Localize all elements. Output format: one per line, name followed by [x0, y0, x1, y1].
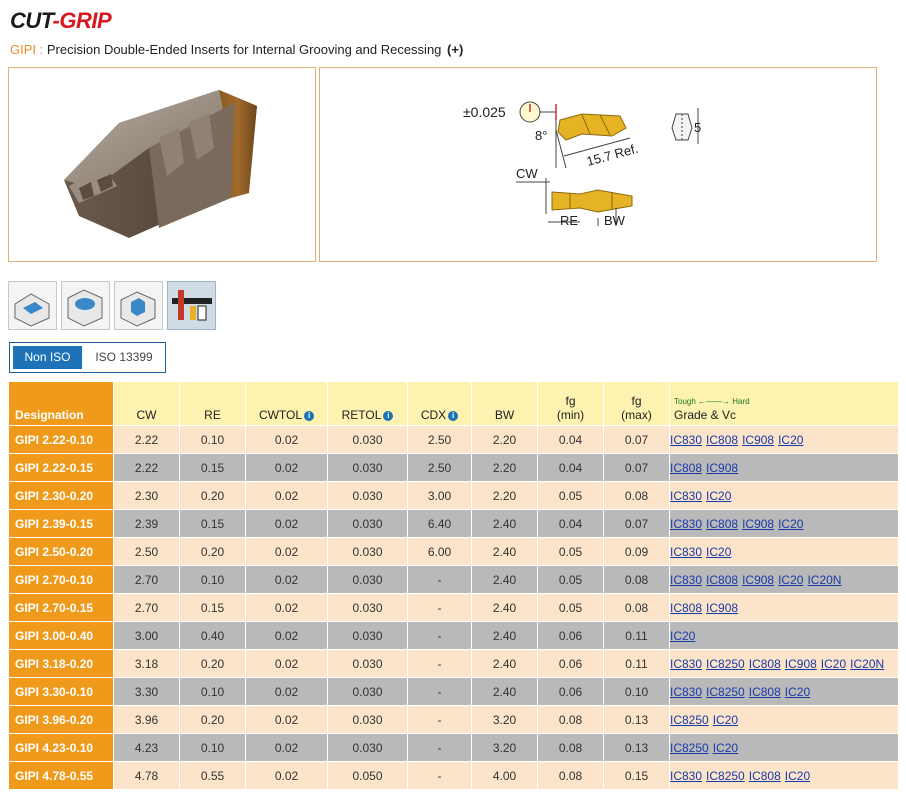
- retol-cell: 0.050: [328, 762, 408, 790]
- grade-link[interactable]: IC20: [778, 432, 804, 447]
- grade-link[interactable]: IC20: [712, 740, 739, 755]
- grade-link[interactable]: IC20: [778, 572, 804, 587]
- fg-min-cell: 0.08: [538, 762, 604, 790]
- bw-cell: 2.40: [472, 650, 538, 678]
- table-row: [9, 762, 899, 790]
- fg-max-cell: 0.09: [604, 538, 670, 566]
- table-row: [9, 706, 899, 734]
- retol-cell: 0.030: [328, 426, 408, 454]
- cdx-cell: 6.00: [408, 538, 472, 566]
- cw-cell: 4.23: [114, 734, 180, 762]
- re-cell: 0.10: [180, 566, 246, 594]
- fg-min-cell: 0.05: [538, 594, 604, 622]
- fg-max-cell: 0.07: [604, 454, 670, 482]
- grades-cell: [670, 594, 899, 622]
- info-icon[interactable]: i: [383, 411, 393, 421]
- grade-link[interactable]: IC908: [742, 572, 775, 587]
- cw-cell: 3.18: [114, 650, 180, 678]
- grade-link[interactable]: IC20N: [850, 656, 885, 671]
- designation-cell[interactable]: GIPI 2.70-0.15: [9, 594, 114, 622]
- table-row: [9, 650, 899, 678]
- grade-link[interactable]: IC8250: [706, 656, 745, 671]
- insert-side-view: [552, 190, 632, 212]
- designation-cell[interactable]: GIPI 2.22-0.10: [9, 426, 114, 454]
- grade-link[interactable]: IC20: [670, 628, 696, 643]
- grade-link[interactable]: IC20: [706, 544, 732, 559]
- cdx-cell: -: [408, 762, 472, 790]
- cw-cell: 2.70: [114, 566, 180, 594]
- product-photo-panel: [8, 67, 316, 262]
- inserts-table: [8, 381, 899, 790]
- fg-min-cell: 0.04: [538, 454, 604, 482]
- logo-cut: CUT: [10, 8, 53, 33]
- iso-13399-button[interactable]: ISO 13399: [95, 350, 153, 364]
- fg-min-cell: 0.05: [538, 538, 604, 566]
- fg-max-cell: 0.11: [604, 650, 670, 678]
- insert-photo: [9, 68, 315, 261]
- grade-link[interactable]: IC20: [784, 768, 811, 783]
- col-cdx[interactable]: [408, 382, 472, 426]
- table-row: [9, 426, 899, 454]
- col-fg-min[interactable]: fg (min): [538, 382, 604, 426]
- cdx-cell: 3.00: [408, 482, 472, 510]
- tolerance-label: ±0.025: [463, 104, 506, 120]
- retol-cell: 0.030: [328, 538, 408, 566]
- insert-top-view: [558, 114, 626, 140]
- cwtol-cell: 0.02: [246, 678, 328, 706]
- retol-cell: 0.030: [328, 482, 408, 510]
- grade-link[interactable]: IC830: [670, 544, 703, 559]
- table-header-row: [9, 382, 899, 426]
- grade-link[interactable]: IC830: [670, 516, 703, 531]
- grade-link[interactable]: IC20: [784, 684, 811, 699]
- cw-cell: 2.22: [114, 426, 180, 454]
- cw-cell: 3.30: [114, 678, 180, 706]
- fg-max-cell: 0.11: [604, 622, 670, 650]
- fg-max-cell: 0.08: [604, 594, 670, 622]
- retol-cell: 0.030: [328, 566, 408, 594]
- re-cell: 0.40: [180, 622, 246, 650]
- fg-max-cell: 0.10: [604, 678, 670, 706]
- non-iso-button[interactable]: Non ISO: [13, 346, 82, 369]
- cdx-cell: 2.50: [408, 454, 472, 482]
- re-label: RE: [560, 213, 579, 228]
- retol-cell: 0.030: [328, 678, 408, 706]
- table-row: [9, 734, 899, 762]
- bw-cell: 2.40: [472, 538, 538, 566]
- fg-max-cell: 0.13: [604, 734, 670, 762]
- col-re[interactable]: RE: [180, 382, 246, 426]
- table-row: [9, 510, 899, 538]
- cdx-cell: 2.50: [408, 426, 472, 454]
- cdx-cell: -: [408, 594, 472, 622]
- grade-link[interactable]: IC20: [712, 712, 739, 727]
- bw-cell: 2.20: [472, 482, 538, 510]
- col-designation[interactable]: Designation: [9, 382, 114, 426]
- cutgrip-logo: [10, 8, 111, 34]
- cwtol-cell: 0.02: [246, 426, 328, 454]
- table-body: [9, 426, 899, 790]
- cwtol-cell: 0.02: [246, 454, 328, 482]
- designation-cell[interactable]: GIPI 3.18-0.20: [9, 650, 114, 678]
- cwtol-cell: 0.02: [246, 510, 328, 538]
- col-retol-label: RETOL: [341, 408, 382, 422]
- fg-min-cell: 0.06: [538, 622, 604, 650]
- grade-link[interactable]: IC20: [706, 488, 732, 503]
- re-cell: 0.10: [180, 426, 246, 454]
- re-cell: 0.20: [180, 538, 246, 566]
- designation-cell[interactable]: GIPI 2.39-0.15: [9, 510, 114, 538]
- table-row: [9, 482, 899, 510]
- cdx-cell: -: [408, 734, 472, 762]
- col-cw[interactable]: CW: [114, 382, 180, 426]
- fg-min-cell: 0.05: [538, 482, 604, 510]
- cdx-cell: 6.40: [408, 510, 472, 538]
- cwtol-cell: 0.02: [246, 706, 328, 734]
- family-description: Precision Double-Ended Inserts for Internal Grooving and Recessing: [46, 42, 442, 57]
- info-icon[interactable]: i: [304, 411, 314, 421]
- table-row: [9, 594, 899, 622]
- page-title: [10, 42, 463, 57]
- retol-cell: 0.030: [328, 510, 408, 538]
- logo-grip: GRIP: [59, 8, 112, 33]
- grades-cell: [670, 706, 899, 734]
- length-ref-label: 15.7 Ref.: [584, 140, 640, 169]
- grades-cell: [670, 650, 899, 678]
- fg-max-cell: 0.13: [604, 706, 670, 734]
- retol-cell: 0.030: [328, 622, 408, 650]
- cwtol-cell: 0.02: [246, 650, 328, 678]
- col-fg-max[interactable]: fg (max): [604, 382, 670, 426]
- family-code: GIPI: [10, 42, 37, 57]
- cwtol-cell: 0.02: [246, 594, 328, 622]
- fg-min-cell: 0.05: [538, 566, 604, 594]
- logo-dash: -: [52, 8, 60, 33]
- external-grooving-icon[interactable]: [8, 281, 57, 330]
- bw-cell: 3.20: [472, 734, 538, 762]
- tough-hard-scale: Tough ←——→ Hard: [674, 397, 750, 406]
- grade-link[interactable]: IC808: [748, 656, 781, 671]
- table-row: [9, 454, 899, 482]
- table-row: [9, 678, 899, 706]
- grade-link[interactable]: IC8250: [670, 740, 709, 755]
- grade-link[interactable]: IC830: [670, 768, 703, 783]
- bw-label: BW: [604, 213, 625, 228]
- designation-cell[interactable]: GIPI 2.22-0.15: [9, 454, 114, 482]
- retol-cell: 0.030: [328, 650, 408, 678]
- cw-cell: 3.00: [114, 622, 180, 650]
- grades-cell: [670, 538, 899, 566]
- grade-link[interactable]: IC808: [670, 600, 703, 615]
- cw-cell: 4.78: [114, 762, 180, 790]
- cwtol-cell: 0.02: [246, 762, 328, 790]
- grade-link[interactable]: IC908: [706, 600, 739, 615]
- fg-min-cell: 0.08: [538, 734, 604, 762]
- re-cell: 0.15: [180, 454, 246, 482]
- col-cwtol[interactable]: [246, 382, 328, 426]
- grade-link[interactable]: IC808: [706, 572, 739, 587]
- re-cell: 0.20: [180, 650, 246, 678]
- cw-cell: 2.70: [114, 594, 180, 622]
- grade-link[interactable]: IC830: [670, 656, 703, 671]
- col-cwtol-label: CWTOL: [258, 408, 303, 422]
- internal-grooving-icon[interactable]: [61, 281, 110, 330]
- designation-cell[interactable]: GIPI 4.23-0.10: [9, 734, 114, 762]
- fg-min-cell: 0.04: [538, 510, 604, 538]
- retol-cell: 0.030: [328, 454, 408, 482]
- grade-link[interactable]: IC808: [748, 684, 781, 699]
- grade-link[interactable]: IC8250: [670, 712, 709, 727]
- grades-cell: [670, 510, 899, 538]
- fg-max-cell: 0.08: [604, 566, 670, 594]
- cw-cell: 3.96: [114, 706, 180, 734]
- grade-link[interactable]: IC20: [778, 516, 804, 531]
- fg-max-cell: 0.07: [604, 510, 670, 538]
- table-row: [9, 538, 899, 566]
- bw-cell: 2.40: [472, 594, 538, 622]
- designation-cell[interactable]: GIPI 2.30-0.20: [9, 482, 114, 510]
- table-row: [9, 566, 899, 594]
- thickness-label: 5: [694, 120, 702, 135]
- grades-cell: [670, 734, 899, 762]
- cwtol-cell: 0.02: [246, 734, 328, 762]
- grades-cell: [670, 622, 899, 650]
- re-cell: 0.10: [180, 678, 246, 706]
- technical-drawing-panel: [319, 67, 877, 262]
- face-grooving-icon[interactable]: [114, 281, 163, 330]
- col-grade[interactable]: [670, 382, 899, 426]
- designation-cell[interactable]: GIPI 3.00-0.40: [9, 622, 114, 650]
- grade-link[interactable]: IC908: [706, 460, 739, 475]
- cw-cell: 2.39: [114, 510, 180, 538]
- bw-cell: 2.40: [472, 622, 538, 650]
- bw-cell: 2.40: [472, 678, 538, 706]
- designation-cell[interactable]: GIPI 4.78-0.55: [9, 762, 114, 790]
- standard-toggle: [9, 342, 166, 373]
- grade-link[interactable]: IC8250: [706, 684, 745, 699]
- cwtol-cell: 0.02: [246, 538, 328, 566]
- grade-link[interactable]: IC908: [742, 432, 775, 447]
- col-grade-label: Grade & Vc: [674, 408, 737, 422]
- re-cell: 0.55: [180, 762, 246, 790]
- fg-max-cell: 0.07: [604, 426, 670, 454]
- insert-dimension-drawing: [320, 68, 876, 261]
- grade-link[interactable]: IC830: [670, 684, 703, 699]
- grades-cell: [670, 482, 899, 510]
- table-row: [9, 622, 899, 650]
- re-cell: 0.20: [180, 482, 246, 510]
- fg-min-cell: 0.06: [538, 678, 604, 706]
- cwtol-cell: 0.02: [246, 622, 328, 650]
- cdx-cell: -: [408, 566, 472, 594]
- col-cdx-label: CDX: [420, 408, 447, 422]
- grade-link[interactable]: IC808: [706, 432, 739, 447]
- recessing-icon[interactable]: [167, 281, 216, 330]
- cdx-cell: -: [408, 678, 472, 706]
- re-cell: 0.10: [180, 734, 246, 762]
- bw-cell: 2.20: [472, 426, 538, 454]
- grades-cell: [670, 426, 899, 454]
- col-bw[interactable]: BW: [472, 382, 538, 426]
- retol-cell: 0.030: [328, 594, 408, 622]
- cw-label: CW: [516, 166, 538, 181]
- grade-link[interactable]: IC908: [784, 656, 817, 671]
- info-icon[interactable]: i: [448, 411, 458, 421]
- grade-link[interactable]: IC20: [820, 656, 847, 671]
- designation-cell[interactable]: GIPI 2.50-0.20: [9, 538, 114, 566]
- bw-cell: 2.40: [472, 510, 538, 538]
- grades-cell: [670, 678, 899, 706]
- cwtol-cell: 0.02: [246, 482, 328, 510]
- fg-min-cell: 0.04: [538, 426, 604, 454]
- grades-cell: [670, 762, 899, 790]
- fg-min-cell: 0.08: [538, 706, 604, 734]
- expand-toggle[interactable]: (+): [447, 42, 464, 57]
- title-separator: :: [36, 42, 47, 57]
- re-cell: 0.15: [180, 510, 246, 538]
- cwtol-cell: 0.02: [246, 566, 328, 594]
- cw-cell: 2.30: [114, 482, 180, 510]
- bw-cell: 2.40: [472, 566, 538, 594]
- grade-link[interactable]: IC808: [748, 768, 781, 783]
- grades-cell: [670, 566, 899, 594]
- fg-min-cell: 0.06: [538, 650, 604, 678]
- cw-cell: 2.50: [114, 538, 180, 566]
- bw-cell: 4.00: [472, 762, 538, 790]
- grade-link[interactable]: IC808: [706, 516, 739, 531]
- grade-link[interactable]: IC830: [670, 488, 703, 503]
- retol-cell: 0.030: [328, 734, 408, 762]
- grade-link[interactable]: IC20N: [807, 572, 842, 587]
- designation-cell[interactable]: GIPI 2.70-0.10: [9, 566, 114, 594]
- grades-cell: [670, 454, 899, 482]
- bw-cell: 2.20: [472, 454, 538, 482]
- fg-max-cell: 0.15: [604, 762, 670, 790]
- designation-cell[interactable]: GIPI 3.96-0.20: [9, 706, 114, 734]
- re-cell: 0.15: [180, 594, 246, 622]
- re-cell: 0.20: [180, 706, 246, 734]
- col-retol[interactable]: [328, 382, 408, 426]
- angle-label: 8°: [535, 128, 548, 143]
- grade-link[interactable]: IC908: [742, 516, 775, 531]
- cw-cell: 2.22: [114, 454, 180, 482]
- retol-cell: 0.030: [328, 706, 408, 734]
- designation-cell[interactable]: GIPI 3.30-0.10: [9, 678, 114, 706]
- grade-link[interactable]: IC8250: [706, 768, 745, 783]
- cdx-cell: -: [408, 706, 472, 734]
- fg-max-cell: 0.08: [604, 482, 670, 510]
- cdx-cell: -: [408, 622, 472, 650]
- cdx-cell: -: [408, 650, 472, 678]
- grade-link[interactable]: IC830: [670, 432, 703, 447]
- grade-link[interactable]: IC808: [670, 460, 703, 475]
- bw-cell: 3.20: [472, 706, 538, 734]
- grade-link[interactable]: IC830: [670, 572, 703, 587]
